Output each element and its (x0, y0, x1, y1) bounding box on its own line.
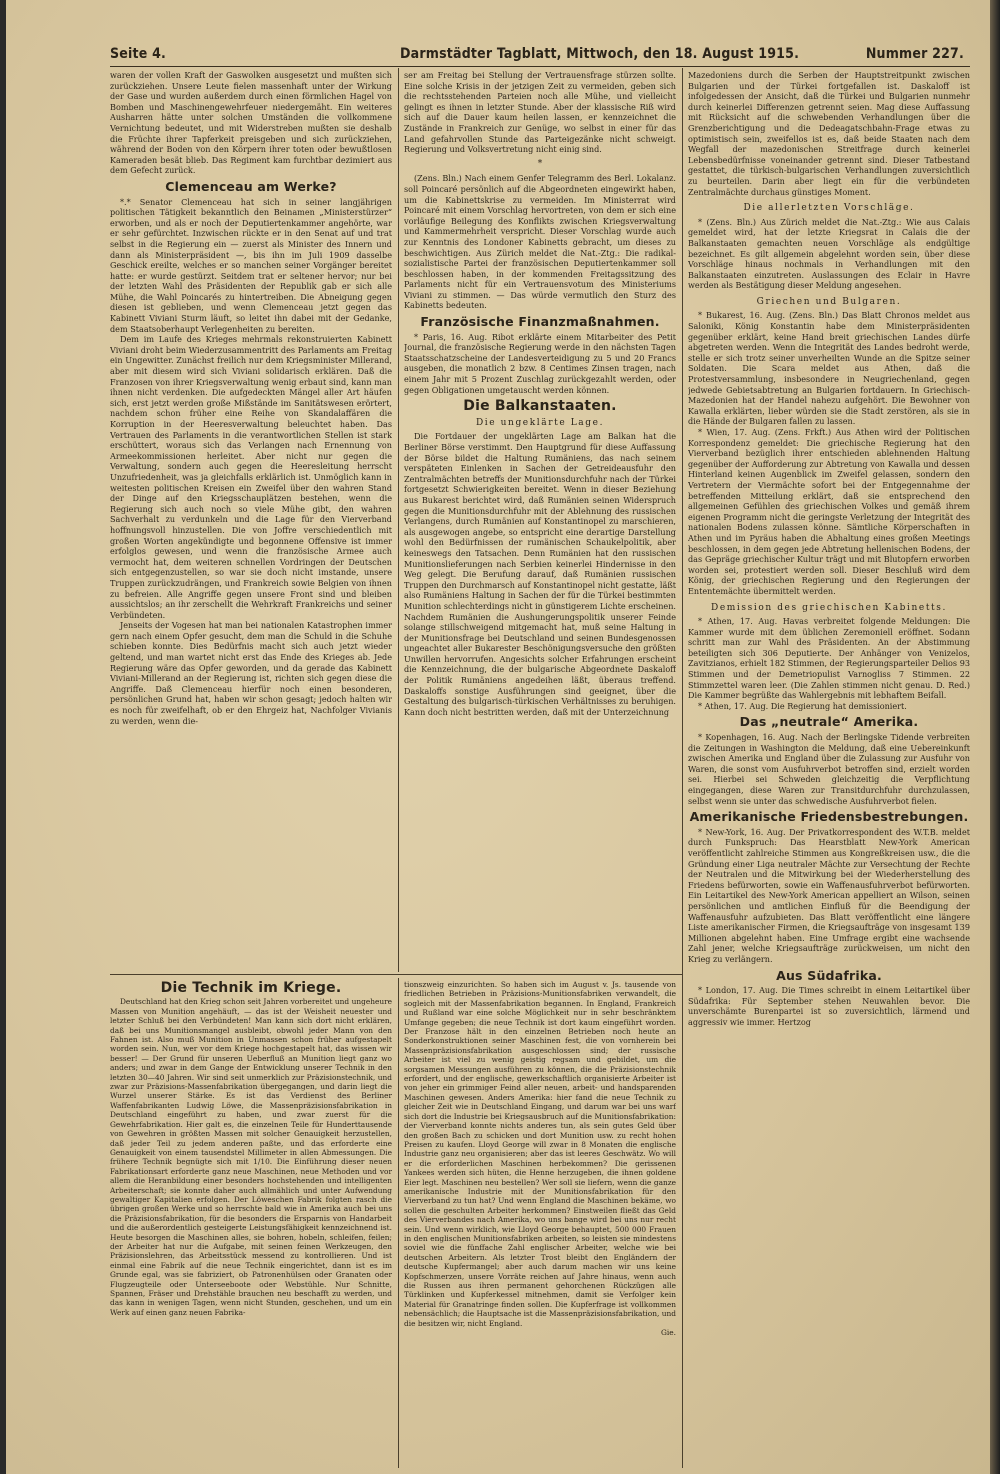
col3-intro: Mazedoniens durch die Serben der Hauptstreitpunkt zwischen Bulgarien und der Türkei fortgefallen ist. Daskaloff ist infolgedessen der Ansicht, daß die Türkei und Bulgarien nunmehr durch keinerlei Differenzen getrennt seien. Mag diese Auffassung mit Rücksicht auf die schwebenden Verhandlungen über die Grenzberichtigung und die Dedeagatschbahn-Frage etwas zu optimistisch sein, zweifellos ist es, daß beide Staaten nach dem Wegfall der mazedonischen Streitfrage durch keinerlei Lebensbedürfnisse voneinander getrennt sind. Dieser Tatbestand gestattet, die türkisch-bulgarischen Verhandlungen zuversichtlich zu beurteilen. Darin aber liegt ein für die verbündeten Zentralmächte durchaus günstiges Moment. (688, 70, 970, 197)
balkan-subheading: Die ungeklärte Lage. (475, 417, 605, 428)
column-3 (688, 70, 970, 1470)
technik-text-left: Deutschland hat den Krieg schon seit Jahren vorbereitet und ungeheure Massen von Munition angehäuft, — das ist der Weisheit neuester und letzter Schluß bei den Verbündeten! Man kann sich dort nicht erklären, daß bei uns Munitionsmangel ausbleibt, obwohl jeder Mann von den Fahnen ist. Also muß Munition in Unmassen schon früher aufgestapelt worden sein. Nun, wer vor dem Kriege hochgestapelt hat, das wissen wir besser! — Der Grund für unseren Ueberfluß an Munition liegt ganz wo anders; und zwar in dem Gange der Entwicklung unserer Technik in den letzten 30—40 Jahren. Wir sind seit unmerklich zur Präzisionstechnik, und zwar zur Präzisions-Massenfabrikation übergegangen, und darin liegt die Wurzel unserer Stärke. Es ist das Verdienst des Berliner Waffenfabrikanten Ludwig Löwe, die Massenpräzisionsfabrikation in Deutschland eingeführt zu haben, und zwar zuerst für die Gewehrfabrikation. Hier galt es, die einzelnen Teile für Hunderttausende von Gewehren in größten Massen mit solcher Genauigkeit herzustellen, daß jeder Teil zu jedem anderen paßte, und das erforderte eine Genauigkeit von einem tausendstel Millimeter in allen Abmessungen. Die frühere Technik begnügte sich mit 1/10. Die Einführung dieser neuen Fabrikationsart erforderte ganz neue Maschinen, neue Methoden und vor allem die Heranbildung einer besonders hochstehenden und intelligenten Arbeiterschaft; sie konnte daher auch allmählich und unter Aufwendung gewaltiger Kapitalien erfolgen. Der Löweschen Fabrik folgten rasch die übrigen großen Werke und so herrschte bald wie in Amerika auch bei uns die Präzisionsfabrikation, für die besonders die Ersparnis von Handarbeit und die außerordentlich gesteigerte Leistungsfähigkeit kennzeichnend ist. Heute besorgen die Maschinen alles, sie bohren, hobeln, schleifen, feilen; der Arbeiter hat nur die Aufgabe, mit seinen feinen Werkzeugen, den Präzisionslehren, das Arbeitsstück messend zu kontrollieren. Und ist einmal eine Fabrik auf die neue Technik eingerichtet, dann ist es im Grunde egal, was sie fabriziert, ob Patronenhülsen oder Granaten oder Flugzeugteile oder Unterseeboote oder Webstühle. Nur Schnitte, Spannen, Fräser und Drehstähle brauchen neu beschafft zu werden, und das kann in wenigen Tagen, wenn nicht Stunden, geschehen, und um ein Werk auf einen ganz neuen Fabrika- (110, 997, 392, 1317)
col3-paragraph: * Wien, 17. Aug. (Zens. Frkft.) Aus Athen wird der Politischen Korrespondenz gemeldet: Die griechische Regierung hat den Vierverband bezüglich ihrer entschieden ablehnenden Haltung gegenüber der Aufforderung zur Abtretung von Kawalla und dessen Hinterland keinen Augenblick im Zweifel gelassen, sondern den Vertretern der Viermächte sofort bei der Entgegennahme der betreffenden Mitteilung erklärt, daß sie entsprechend den allgemeinen Gefühlen des griechischen Volkes und gemäß ihrem eigenen Programm nicht die geringste Verletzung der Integrität des nationalen Bodens zulassen könne. Sämtliche Körperschaften in Athen und im Pyräus haben die Abhaltung eines großen Meetings beschlossen, in dem gegen jede Abtretung hellenischen Bodens, der das Gepräge griechischer Kultur trägt und mit Blutopfern erworben worden sei, protestiert werden soll. Dieser Beschluß wird dem König, der griechischen Regierung und den Regierungen der Ententemächte übermittelt werden. (688, 427, 970, 596)
balkan-heading: Die Balkanstaaten. (463, 398, 617, 415)
column-divider-1 (398, 68, 399, 972)
technik-left-column (110, 980, 392, 1468)
south-africa-heading: Aus Südafrika. (776, 967, 882, 983)
newspaper-title-date: Darmstädter Tagblatt, Mittwoch, den 18. August 1915. (400, 46, 800, 62)
clemenceau-heading: Clemenceau am Werke? (165, 178, 337, 194)
col3-paragraph: * Athen, 17. Aug. Die Regierung hat demissioniert. (698, 700, 907, 711)
column-divider-2 (682, 68, 683, 1468)
cabinet-demission-subheading: Demission des griechischen Kabinetts. (711, 602, 947, 613)
col3-paragraph: * Bukarest, 16. Aug. (Zens. Bln.) Das Blatt Chronos meldet aus Saloniki, König Konstantin habe dem Ministerpräsidenten gegenüber erklärt, keine Hand breit griechischen Landes dürfe abgetreten werden. Wenn die Integrität des Landes bedroht werde, stelle er sich trotz seiner unverheilten Wunde an die Spitze seiner Soldaten. Die Scara meldet aus Athen, daß die Protestversammlung, insbesondere in Neugriechenland, gegen jedwede Gebietsabtretung an Bulgarien fortdauern. In Griechisch-Mazedonien hat der Handel nahezu aufgehört. Die Bewohner von Kawalla erklärten, lieber würden sie die Stadt zerstören, als sie in die Hände der Bulgaren fallen zu lassen. (688, 310, 970, 427)
col2-intro: ser am Freitag bei Stellung der Vertrauensfrage stürzen sollte. Eine solche Krisis in der jetzigen Zeit zu vermeiden, geben sich die rechtsstehenden Parteien noch alle Mühe, und vielleicht gelingt es ihnen in letzter Stunde. Aber der klassische Riß wird sich auf die Dauer kaum heilen lassen, er kennzeichnet die Zustände in Frankreich zur Genüge, wo selbst in einer für das Land gefahrvollen Stunde das Parteigezänke nicht schweigt. Regierung und Volksvertretung nicht einig sind. (404, 70, 676, 155)
south-africa-text: * London, 17. Aug. Die Times schreibt in einem Leitartikel über Südafrika: Für September stehen Neuwahlen bevor. Die unverschämte Burenpartei ist so zuversichtlich, lärmend und aggressiv wie immer. Hertzog (688, 985, 970, 1027)
greeks-bulgarians-subheading: Griechen und Bulgaren. (756, 296, 902, 307)
finance-heading: Französische Finanzmaßnahmen. (420, 314, 660, 330)
col1-intro: waren der vollen Kraft der Gaswolken ausgesetzt und mußten sich zurückziehen. Unsere Leute fielen massenhaft unter der Wirkung der Gase und wurden außerdem durch einen förmlichen Hagel von Bomben und Maschinengewehrfeuer niedergemäht. Ein weiteres Ausharren hätte unter solchen Umständen die vollkommene Vernichtung bedeutet, und mit Widerstreben mußten sie deshalb die Früchte ihrer Tapferkeit preisgeben und sich zurückziehen, während der Boden von den Körpern ihrer toten oder bewußtlosen Kameraden besät blieb. Das Regiment kam furchtbar dezimiert aus dem Gefecht zurück. (110, 70, 392, 176)
america-text: * Kopenhagen, 16. Aug. Nach der Berlingske Tidende verbreiten die Zeitungen in Washington die Meldung, daß eine Uebereinkunft zwischen Amerika und England über die Zulassung zur Ausfuhr von Waren, die sonst vom Ausfuhrverbot betroffen sind, erzielt worden sei. Hierbei sei Schweden gleichzeitig die Verpflichtung eingegangen, diese Waren zur Transitdurchfuhr durchzulassen, selbst wenn sie unter das schwedische Ausfuhrverbot fielen. (688, 732, 970, 806)
finance-text: * Paris, 16. Aug. Ribot erklärte einem Mitarbeiter des Petit Journal, die französische Regierung werde in den nächsten Tagen Staatsschatzscheine der Landesverteidigung zu 5 und 20 Francs ausgeben, die monatlich 2 bzw. 8 Centimes Zinsen tragen, nach einem Jahr mit 5 Prozent Zuschlag zurückgezahlt werden, oder gegen Obligationen umgetauscht werden können. (404, 331, 676, 395)
page-header (110, 44, 970, 67)
newspaper-page (6, 0, 990, 1474)
peace-heading: Amerikanische Friedensbestrebungen. (689, 809, 969, 825)
col2-report: (Zens. Bln.) Nach einem Genfer Telegramm des Berl. Lokalanz. soll Poincaré persönlich auf die Abgeordneten eingewirkt haben, um die Kabinettskrise zu vermeiden. Im Ministerrat wird Poincaré mit einem Vorschlag hervortreten, von dem er sich eine vorläufige Beilegung des Konflikts zwischen Kriegsverwaltung und Kammermehrheit verspricht. Dieser Vorschlag wurde auch zur Kenntnis des Londoner Kabinetts gebracht, um dieses zu beschwichtigen. Aus Zürich meldet die Nat.-Ztg.: Die radikal-sozialistische Partei der französischen Deputiertenkammer soll beschlossen haben, in der kommenden Freitagssitzung des Parlaments nicht für ein Vertrauensvotum des Ministeriums Viviani zu stimmen. — Das würde vermutlich den Sturz des Kabinetts bedeuten. (404, 173, 676, 311)
technik-heading: Die Technik im Kriege. (160, 980, 342, 996)
proposals-subheading: Die allerletzten Vorschläge. (743, 203, 915, 214)
technik-signature: Gie. (661, 1328, 676, 1338)
peace-text: * New-York, 16. Aug. Der Privatkorrespondent des W.T.B. meldet durch Funkspruch: Das Hearstblatt New-York American veröffentlicht zahlreiche Stimmen aus Kongreßkreisen usw., die die Gründung einer Liga neutraler Mächte zur Versechtung der Rechte der Neutralen und die Mitwirkung bei der Wiederherstellung des Friedens befürworten, sowie ein Waffenausfuhrverbot befürworten. Ein Leitartikel des New-York American appelliert an Wilson, seinen persönlichen und amtlichen Einfluß für die Beendigung der Waffenausfuhr aufzubieten. Das Blatt veröffentlicht eine längere Liste amerikanischer Firmen, die Kriegsaufträge von insgesamt 139 Millionen abgelehnt haben. Eine Umfrage ergibt eine wachsende Zahl jener, welche Kriegsaufträge zurückweisen, um nicht den Krieg zu verlängern. (688, 826, 970, 964)
technik-text-right: tionszweig einzurichten. So haben sich im August v. Js. tausende von friedlichen Betrieben in Präzisions-Munitionsfabriken verwandelt, die sogleich mit der Massenfabrikation begannen. In England, Frankreich und Rußland war eine solche Möglichkeit nur in sehr beschränktem Umfange gegeben; die neue Technik ist dort kaum eingeführt worden. Der Franzose hält in den einzelnen Betrieben noch heute an Sonderkonstruktionen seiner Maschinen fest, die von vornherein bei Massenpräzisionsfabrikation ausgeschlossen sind; der russische Arbeiter ist viel zu wenig geistig regsam und gebildet, um die sorgsamen Messungen ausführen zu können, die die Präzisionstechnik erfordert, und der englische, gewerkschaftlich organisierte Arbeiter ist von jeher ein grimmiger Feind aller neuen, arbeit- und handsparenden Maschinen gewesen. Anders Amerika: hier fand die neue Technik zu gleicher Zeit wie in Deutschland Eingang, und darum war bei uns warf sich dort die Industrie bei Kriegsausbruch auf die Munitionsfabrikation: der Vierverband konnte nichts anderes tun, als sein gutes Geld über den großen Bach zu schicken und dort Munition usw. zu recht hohen Preisen zu kaufen. Lloyd George will zwar in 8 Monaten die englische Industrie ganz neu organisieren; aber das ist leeres Geschwätz. Wo will er die erforderlichen Maschinen herbekommen? Die gerissenen Yankees werden sich hüten, die Henne herzugeben, die ihnen goldene Eier legt. Maschinen neu bestellen? Wer soll sie liefern, wenn die ganze amerikanische Industrie mit der Munitionsfabrikation für den Vierverband zu tun hat? Und wenn England die Maschinen bekäme, wo sollen die geschulten Arbeiter herkommen? Einstweilen fließt das Geld des Vierverbandes nach Amerika, wo uns bange wird bei uns nur recht sein. Und wenn wirklich, wie Lloyd George behauptet, 500 000 Frauen in den englischen Munitionsfabriken arbeiten, so leisten sie mindestens soviel wie die fünffache Zahl englischer Arbeiter, welche wie bei deutschen Arbeitern. Als letzter Trost bleibt den Engländern der deutsche Kupfermangel; aber auch darum machen wir uns keine Kopfschmerzen, unsere Vorräte reichen auf Jahre hinaus, wenn auch die Russen aus ihren permanent gehorchenen Rückzügen alle Türklinken und Kupferkessel mitnehmen, damit sie Verfolger kein Material für Granatringe finden sollen. Die Kupferfrage ist vollkommen nebensächlich; die Hauptsache ist die Massenpräzisionsfabrikation, und die besitzen wir, nicht England. (404, 980, 676, 1328)
col3-paragraph: * Athen, 17. Aug. Havas verbreitet folgende Meldungen: Die Kammer wurde mit dem üblichen Zeremoniell eröffnet. Sodann schritt man zur Wahl des Präsidenten. An der Abstimmung beteiligten sich 306 Deputierte. Der Anhänger von Venizelos, Zavitzianos, erhielt 182 Stimmen, der Regierungsparteiler Delios 93 Stimmen und der Demetriopulist Varnogliss 7 Stimmen. 22 Stimmzettel waren leer. (Die Zahlen stimmen nicht genau. D. Red.) Die Kammer begrüßte das Wahlergebnis mit lebhaftem Beifall. (688, 616, 970, 701)
issue-number: Nummer 227. (865, 46, 964, 62)
page-edge-shadow (990, 0, 1000, 1474)
technik-top-rule (110, 974, 682, 975)
page-number: Seite 4. (110, 46, 167, 62)
technik-right-column (404, 980, 676, 1468)
col3-paragraph: * (Zens. Bln.) Aus Zürich meldet die Nat.-Ztg.: Wie aus Calais gemeldet wird, hat der letzte Kriegsrat in Calais die der Balkanstaaten gemachten neuen Vorschläge als endgültige bezeichnet. Es gilt allgemein abgelehnt worden sein, über diese Vorschläge hinaus nochmals in Verhandlungen mit den Balkanstaaten einzutreten. Auslassungen des Eclair in Havre werden als Bestätigung dieser Meldung angesehen. (688, 216, 970, 291)
separator-star: * (537, 158, 543, 169)
balkan-text: Die Fortdauer der ungeklärten Lage am Balkan hat die Berliner Börse verstimmt. Den Hauptgrund für diese Auffassung der Börse bildet die Haltung Rumäniens, das nach seinem verspäteten Einlenken in Sachen der Getreideausfuhr den Zentralmächten betreffs der Munitionsdurchfuhr nach der Türkei fortgesetzt Schwierigkeiten bereitet. Wenn in dieser Beziehung aus Bukarest berichtet wird, daß Rumänien seinen Widerspruch gegen die Munitionsdurchfuhr mit der Ablehnung des russischen Verlangens, durch Rumänien auf Konstantinopel zu marschieren, als ausgewogen angebe, so entspricht eine derartige Darstellung wohl den Bedürfnissen der rumänischen Schaukelpolitik, aber keineswegs den Tatsachen. Denn Rumänien hat den russischen Munitionslieferungen nach Serbien keinerlei Hindernisse in den Weg gelegt. Die Berufung darauf, daß Rumänien russischen Truppen den Durchmarsch auf Konstantinopel nicht gestatte, läßt also Rumäniens Haltung in Sachen der für die Türkei bestimmten Munition schlechterdings nicht in günstigerem Lichte erscheinen. Nachdem Rumänien die Aushungerungspolitik unserer Feinde solange stillschweigend mitgemacht hat, muß seine Haltung in der Munitionsfrage bei Deutschland und seinen Bundesgenossen ungeachtet aller Bukarester Beschönigungsversuche den größten Unwillen hervorrufen. Angesichts solcher Erfahrungen erscheint die Kennzeichnung, die der bulgarische Abgeordnete Daskaloff der Politik Rumäniens angedeihen läßt, überaus treffend. Daskaloffs sonstige Ausführungen sind geeignet, über die Gestaltung des bulgarisch-türkischen Verhältnisses zu beruhigen. Kann doch nicht bestritten werden, daß mit der Unterzeichnung (404, 431, 676, 717)
col1-paragraph: *.* Senator Clemenceau hat sich in seiner langjährigen politischen Tätigkeit bekanntlich den Beinamen „Ministerstürzer“ erworben, und als er noch der Deputiertenkammer angehörte, war er sehr gefürchtet. Inzwischen rückte er in den Senat auf und trat selbst in die Regierung ein — zuerst als Minister des Innern und dann als Ministerpräsident —, bis ihn im Juli 1909 dasselbe Geschick ereilte, welches er so manchen seiner Vorgänger bereitet hatte: er wurde gestürzt. Seitdem trat er seltener hervor; nur bei der letzten Wahl des Präsidenten der Republik gab er sich alle Mühe, die Wahl Poincarés zu hintertreiben. Die Abneigung gegen diesen ist geblieben, und wenn Clemenceau jetzt gegen das Kabinett Viviani Sturm läuft, so leitet ihn dabei mit der Gedanke, dem Staatsoberhaupt Verlegenheiten zu bereiten. (110, 196, 392, 334)
col1-paragraph: Jenseits der Vogesen hat man bei nationalen Katastrophen immer gern nach einem Opfer gesucht, dem man die Schuld in die Schuhe schieben konnte. Dies Bedürfnis macht sich auch jetzt wieder geltend, und man wartet nicht erst das Ende des Krieges ab. Jede Regierung wäre das Opfer geworden, und da gerade das Kabinett Viviani-Millerand an der Regierung ist, richten sich gegen diese die Angriffe. Daß Clemenceau hierfür noch einen besonderen, persönlichen Grund hat, haben wir schon gesagt; jedoch halten wir es noch für zweifelhaft, ob er den Ehrgeiz hat, Nachfolger Vivianis zu werden, wenn die- (110, 620, 392, 726)
column-1 (110, 70, 392, 970)
col1-paragraph: Dem im Laufe des Krieges mehrmals rekonstruierten Kabinett Viviani droht beim Wiederzusammentritt des Parlaments am Freitag ein Ungewitter. Zunächst freilich nur dem Kriegsminister Millerand, aber mit diesem wird sich Viviani solidarisch erklären. Daß die Franzosen von ihrer Kriegsverwaltung wenig erbaut sind, kann man ihnen nicht verdenken. Die aufgedeckten Mängel aller Art häufen sich, erst jetzt werden große Mißstände im Sanitätswesen erörtert, nachdem schon früher eine Reihe von Skandalaffären die Korruption in der Heeresverwaltung beleuchtet haben. Das Vertrauen des Parlaments in die verantwortlichen Stellen ist stark erschüttert, woraus sich das Verlangen nach Ernennung von Armeekommissionen herleitet. Aber nicht nur gegen die Verwaltung, sondern auch gegen die Heeresleitung herrscht Unzufriedenheit, was ja gleichfalls erklärlich ist. Unmöglich kann in weitesten politischen Kreisen ein Zweifel über den wahren Stand der Dinge auf den Kriegsschauplätzen bestehen, wenn die Regierung sich auch noch so viele Mühe gibt, den wahren Sachverhalt zu verdunkeln und die Lage für den Vierverband hoffnungsvoll hinzustellen. Die von Joffre verschiedentlich mit großen Worten angekündigte und begonnene Offensive ist immer erfolglos gewesen, und wenn die französische Armee auch vermocht hat, dem weiteren schnellen Vordringen der Deutschen sich entgegenzustellen, so war sie doch nicht imstande, unsere Truppen zurückzudrängen, und Frankreich sowie Belgien von ihnen zu befreien. Alle Angriffe gegen unsere Front sind und bleiben aussichtslos; an ihr zerschellt die Wehrkraft Frankreichs und seiner Verbündeten. (110, 334, 392, 620)
america-heading: Das „neutrale“ Amerika. (739, 714, 919, 730)
technik-divider (398, 978, 399, 1468)
column-2 (404, 70, 676, 970)
